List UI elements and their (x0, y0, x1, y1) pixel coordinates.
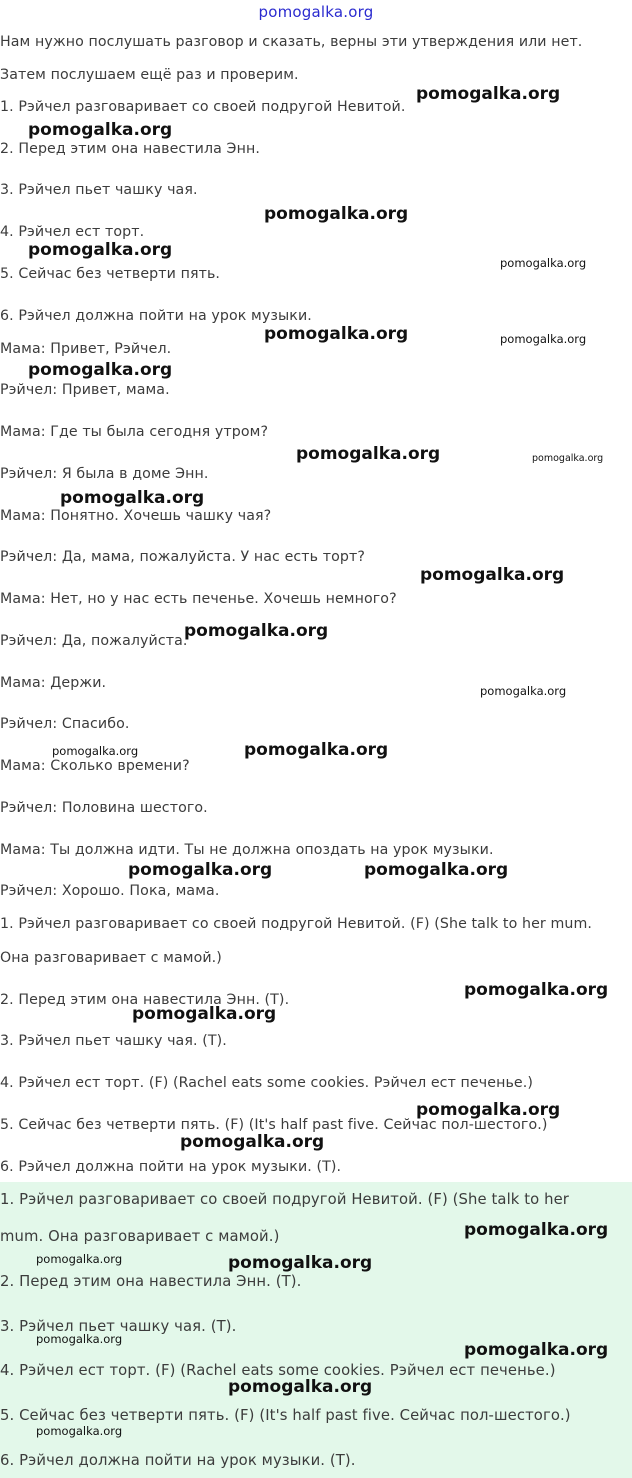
answer-line: 2. Перед этим она навестила Энн. (T). (0, 992, 290, 1008)
watermark: pomogalka.org (244, 740, 389, 760)
watermark: pomogalka.org (36, 1424, 123, 1438)
watermark: pomogalka.org (264, 204, 409, 224)
answer-line: 5. Сейчас без четверти пять. (F) (It's half past five. Сейчас пол-шестого.) (0, 1117, 548, 1133)
dialogue-line: Мама: Держи. (0, 675, 107, 691)
watermark: pomogalka.org (36, 1332, 123, 1346)
watermark: pomogalka.org (464, 980, 609, 1000)
watermark: pomogalka.org (52, 744, 139, 758)
watermark: pomogalka.org (60, 488, 205, 508)
watermark: pomogalka.org (264, 324, 409, 344)
dialogue-line: Рэйчел: Я была в доме Энн. (0, 466, 209, 482)
watermark: pomogalka.org (184, 621, 329, 641)
statement-line: 4. Рэйчел ест торт. (0, 224, 145, 240)
highlighted-answer-line: 5. Сейчас без четверти пять. (F) (It's half past five. Сейчас пол-шестого.) (0, 1407, 571, 1424)
watermark: pomogalka.org (464, 1340, 609, 1360)
dialogue-line: Рэйчел: Половина шестого. (0, 800, 208, 816)
answer-line: 3. Рэйчел пьет чашку чая. (T). (0, 1033, 227, 1049)
dialogue-line: Мама: Привет, Рэйчел. (0, 341, 172, 357)
dialogue-line: Рэйчел: Да, мама, пожалуйста. У нас есть торт? (0, 549, 365, 565)
intro-line: Нам нужно послушать разговор и сказать, верны эти утверждения или нет. (0, 34, 583, 50)
watermark: pomogalka.org (28, 240, 173, 260)
watermark: pomogalka.org (132, 1004, 277, 1024)
watermark: pomogalka.org (416, 1100, 561, 1120)
watermark: pomogalka.org (36, 1252, 123, 1266)
statement-line: 5. Сейчас без четверти пять. (0, 266, 221, 282)
dialogue-line: Мама: Понятно. Хочешь чашку чая? (0, 508, 272, 524)
answer-line: 1. Рэйчел разговаривает со своей подругой Невитой. (F) (She talk to her mum. (0, 916, 592, 932)
statement-line: 1. Рэйчел разговаривает со своей подругой Невитой. (0, 99, 406, 115)
watermark: pomogalka.org (228, 1377, 373, 1397)
watermark: pomogalka.org (364, 860, 509, 880)
watermark: pomogalka.org (500, 332, 587, 346)
watermark: pomogalka.org (500, 256, 587, 270)
dialogue-line: Мама: Сколько времени? (0, 758, 190, 774)
dialogue-line: Мама: Ты должна идти. Ты не должна опоздать на урок музыки. (0, 842, 494, 858)
watermark: pomogalka.org (128, 860, 273, 880)
dialogue-line: Рэйчел: Хорошо. Пока, мама. (0, 883, 220, 899)
highlighted-answer-line: 1. Рэйчел разговаривает со своей подругой Невитой. (F) (She talk to her (0, 1191, 569, 1208)
statement-line: 3. Рэйчел пьет чашку чая. (0, 182, 198, 198)
watermark: pomogalka.org (28, 120, 173, 140)
dialogue-line: Рэйчел: Да, пожалуйста. (0, 633, 188, 649)
highlighted-answer-line: 3. Рэйчел пьет чашку чая. (T). (0, 1318, 237, 1335)
watermark: pomogalka.org (28, 360, 173, 380)
watermark: pomogalka.org (180, 1132, 325, 1152)
watermark: pomogalka.org (296, 444, 441, 464)
answer-line: 4. Рэйчел ест торт. (F) (Rachel eats some cookies. Рэйчел ест печенье.) (0, 1075, 533, 1091)
highlighted-answer-line: mum. Она разговаривает с мамой.) (0, 1228, 280, 1245)
answer-line: Она разговаривает с мамой.) (0, 950, 222, 966)
highlighted-answer-line: 4. Рэйчел ест торт. (F) (Rachel eats some cookies. Рэйчел ест печенье.) (0, 1362, 556, 1379)
watermark: pomogalka.org (464, 1220, 609, 1240)
dialogue-line: Мама: Где ты была сегодня утром? (0, 424, 269, 440)
watermark: pomogalka.org (416, 84, 561, 104)
watermark: pomogalka.org (420, 565, 565, 585)
dialogue-line: Рэйчел: Спасибо. (0, 716, 130, 732)
dialogue-line: Рэйчел: Привет, мама. (0, 382, 170, 398)
watermark: pomogalka.org (480, 684, 567, 698)
watermark: pomogalka.org (532, 453, 604, 464)
dialogue-line: Мама: Нет, но у нас есть печенье. Хочешь немного? (0, 591, 397, 607)
statement-line: 6. Рэйчел должна пойти на урок музыки. (0, 308, 312, 324)
site-title[interactable]: pomogalka.org (258, 3, 374, 21)
highlighted-answer-line: 6. Рэйчел должна пойти на урок музыки. (T). (0, 1452, 356, 1469)
statement-line: 2. Перед этим она навестила Энн. (0, 141, 260, 157)
answer-line: 6. Рэйчел должна пойти на урок музыки. (T). (0, 1159, 342, 1175)
intro-line: Затем послушаем ещё раз и проверим. (0, 67, 299, 83)
highlighted-answer-line: 2. Перед этим она навестила Энн. (T). (0, 1273, 302, 1290)
watermark: pomogalka.org (228, 1253, 373, 1273)
